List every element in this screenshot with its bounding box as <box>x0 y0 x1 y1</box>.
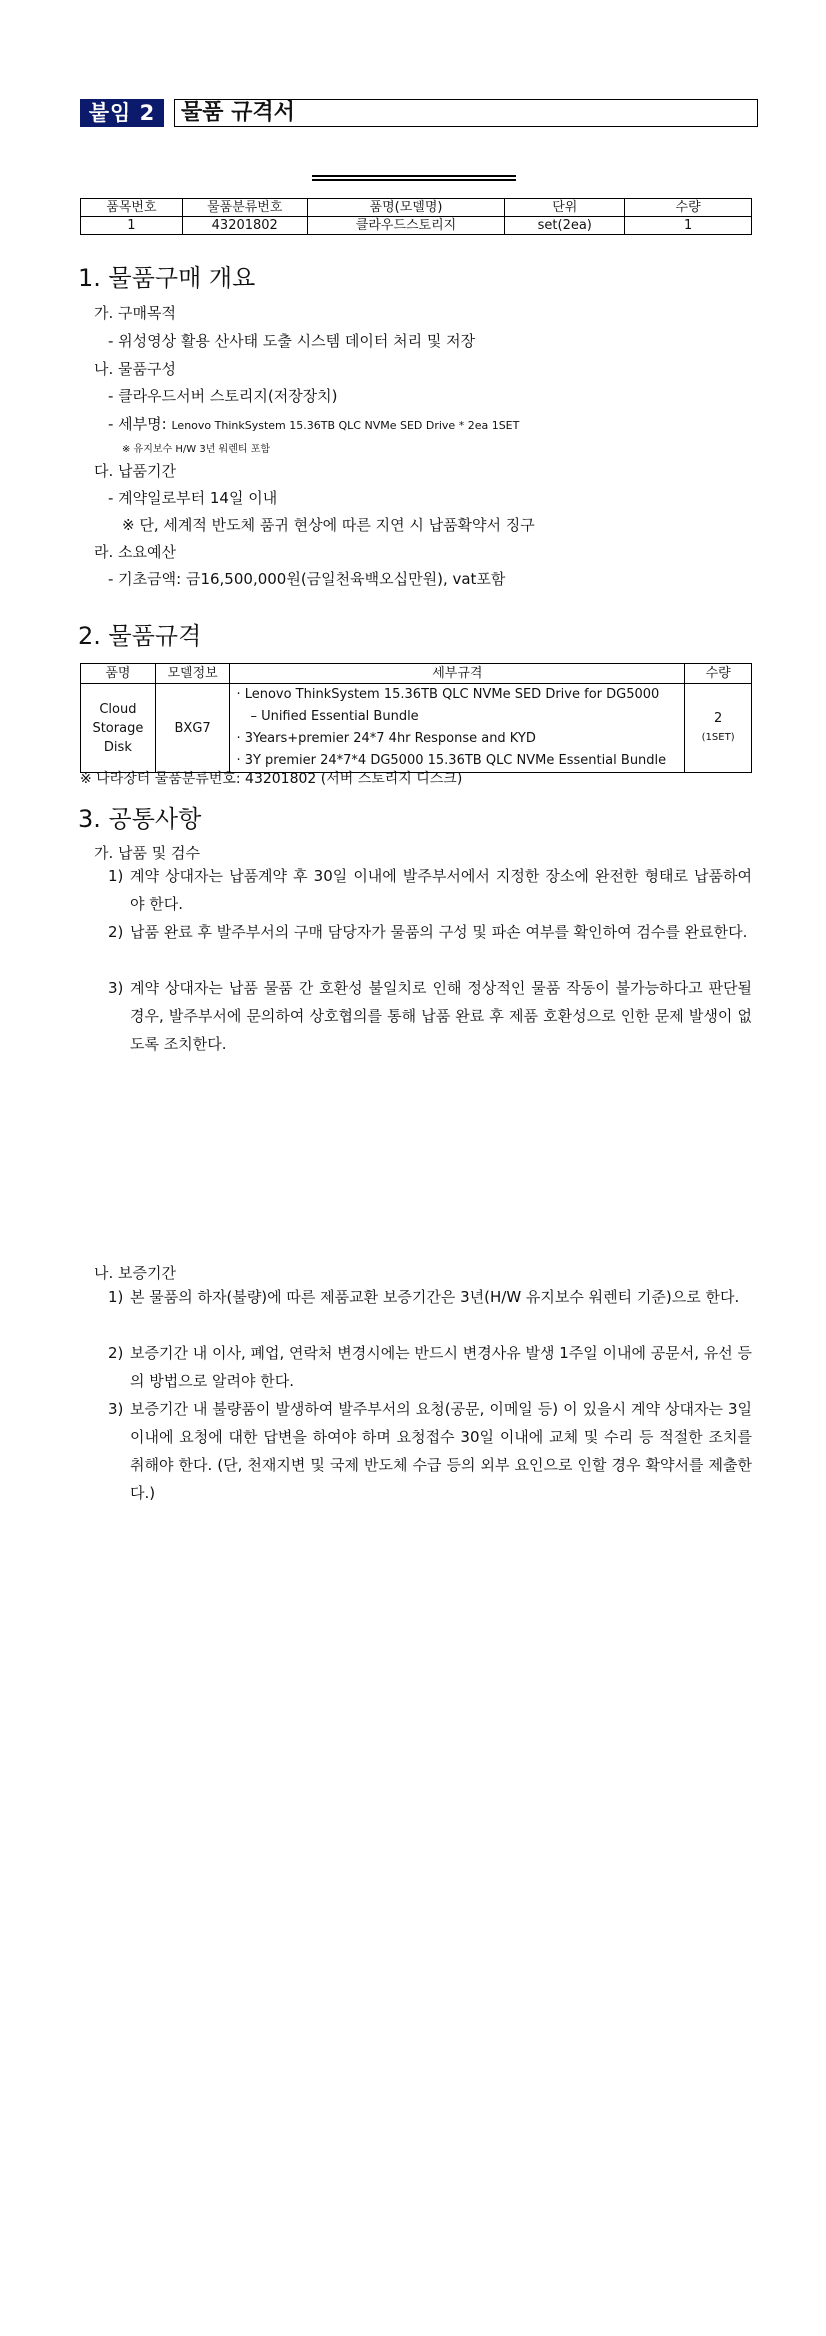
section-1-title: 1. 물품구매 개요 <box>78 264 256 292</box>
item-text: 계약 상대자는 납품계약 후 30일 이내에 발주부서에서 지정한 장소에 완전한 형태로 납품하여야 한다. <box>130 867 752 913</box>
quantity-value: 2 <box>713 711 723 726</box>
item-number: 3) <box>108 1400 124 1418</box>
item-text: 보증기간 내 불량품이 발생하여 발주부서의 요청(공문, 이메일 등) 이 있을시 계약 상대자는 3일 이내에 요청에 대한 답변을 하여야 하며 요청접수 30일 이내에 교체 및 수리 등 적절한 조치를 취해야 한다. (단, 천재지변 및 국제 반도체 수급 등의 외부 요인으로 인할 경우 확약서를 제출한다.) <box>130 1400 752 1502</box>
cell-qty: 1 <box>625 217 752 235</box>
delivery-item: - 계약일로부터 14일 이내 <box>108 489 278 507</box>
product-name-line: Disk <box>103 739 132 755</box>
detail-name-value: Lenovo ThinkSystem 15.36TB QLC NVMe SED Drive * 2ea 1SET <box>171 419 520 432</box>
col-header-item-name: 품명(모델명) <box>307 199 505 217</box>
cell-quantity <box>685 684 752 773</box>
item-text: 계약 상대자는 납품 물품 간 호환성 불일치로 인해 정상적인 물품 작동이 불가능하다고 판단될 경우, 발주부서에 문의하여 상호협의를 통해 납품 완료 후 제품 호환성으로 인한 문제 발생이 없도록 조치한다. <box>130 979 752 1053</box>
attachment-badge: 붙임 2 <box>80 99 164 127</box>
inspection-item-1 <box>108 862 752 918</box>
double-rule-divider <box>312 175 516 181</box>
spec-table <box>80 663 752 773</box>
summary-data-row <box>81 217 752 235</box>
item-number: 1) <box>108 1288 124 1306</box>
document-header <box>80 99 752 127</box>
document-title: 물품 규격서 <box>174 99 758 127</box>
purpose-label: 가. 구매목적 <box>94 304 176 322</box>
delivery-inspection-label: 가. 납품 및 검수 <box>94 844 201 862</box>
spec-line: – Unified Essential Bundle <box>250 709 419 724</box>
budget-label: 라. 소요예산 <box>94 543 176 561</box>
col-header-spec: 세부규격 <box>230 664 685 684</box>
spec-data-row <box>81 684 752 773</box>
cell-model: BXG7 <box>155 684 230 773</box>
purpose-item: - 위성영상 활용 산사태 도출 시스템 데이터 처리 및 저장 <box>108 332 476 350</box>
delivery-label: 다. 납품기간 <box>94 462 176 480</box>
item-number: 1) <box>108 867 124 885</box>
cell-item-no: 1 <box>81 217 183 235</box>
section-3-title: 3. 공통사항 <box>78 805 202 833</box>
warranty-item-3 <box>108 1395 752 1507</box>
col-header-unit: 단위 <box>505 199 625 217</box>
spec-line: · 3Years+premier 24*7 4hr Response and KYD <box>236 731 536 746</box>
summary-table <box>80 198 752 235</box>
composition-label: 나. 물품구성 <box>94 360 176 378</box>
cell-unit: set(2ea) <box>505 217 625 235</box>
col-header-class-no: 물품분류번호 <box>182 199 307 217</box>
cell-product-name <box>81 684 156 773</box>
detail-name-prefix: - 세부명: <box>108 415 167 433</box>
summary-header-row <box>81 199 752 217</box>
col-header-quantity: 수량 <box>685 664 752 684</box>
budget-item: - 기초금액: 금16,500,000원(금일천육백오십만원), vat포함 <box>108 570 506 588</box>
product-name-line: Storage <box>92 720 144 736</box>
section-2-title: 2. 물품규격 <box>78 622 202 650</box>
col-header-model: 모델정보 <box>155 664 230 684</box>
warranty-period-label: 나. 보증기간 <box>94 1264 176 1282</box>
item-text: 본 물품의 하자(불량)에 따른 제품교환 보증기간은 3년(H/W 유지보수 워렌티 기준)으로 한다. <box>130 1288 740 1306</box>
col-header-name: 품명 <box>81 664 156 684</box>
cell-item-name: 클라우드스토리지 <box>307 217 505 235</box>
composition-item: - 클라우드서버 스토리지(저장장치) <box>108 387 338 405</box>
col-header-qty: 수량 <box>625 199 752 217</box>
spec-header-row <box>81 664 752 684</box>
warranty-item-1 <box>108 1283 752 1311</box>
warranty-note: ※ 유지보수 H/W 3년 워렌티 포함 <box>122 444 271 455</box>
item-text: 납품 완료 후 발주부서의 구매 담당자가 물품의 구성 및 파손 여부를 확인하여 검수를 완료한다. <box>130 923 748 941</box>
product-name-line: Cloud <box>99 701 137 717</box>
col-header-item-no: 품목번호 <box>81 199 183 217</box>
cell-spec <box>230 684 685 773</box>
classification-note: ※ 나라장터 물품분류번호: 43201802 (서버 스토리지 디스크) <box>80 771 463 787</box>
detail-name-line <box>108 413 519 434</box>
item-text: 보증기간 내 이사, 폐업, 연락처 변경시에는 반드시 변경사유 발생 1주일 이내에 공문서, 유선 등의 방법으로 알려야 한다. <box>130 1344 752 1390</box>
item-number: 2) <box>108 1344 124 1362</box>
spec-line: · 3Y premier 24*7*4 DG5000 15.36TB QLC NVMe Essential Bundle <box>236 753 667 768</box>
delivery-note: ※ 단, 세계적 반도체 품귀 현상에 따른 지연 시 납품확약서 징구 <box>122 516 535 534</box>
item-number: 2) <box>108 923 124 941</box>
inspection-item-2 <box>108 918 752 946</box>
quantity-note: (1SET) <box>701 732 735 743</box>
warranty-item-2 <box>108 1339 752 1395</box>
cell-class-no: 43201802 <box>182 217 307 235</box>
inspection-item-3 <box>108 974 752 1058</box>
item-number: 3) <box>108 979 124 997</box>
spec-line: · Lenovo ThinkSystem 15.36TB QLC NVMe SED Drive for DG5000 <box>236 687 660 702</box>
